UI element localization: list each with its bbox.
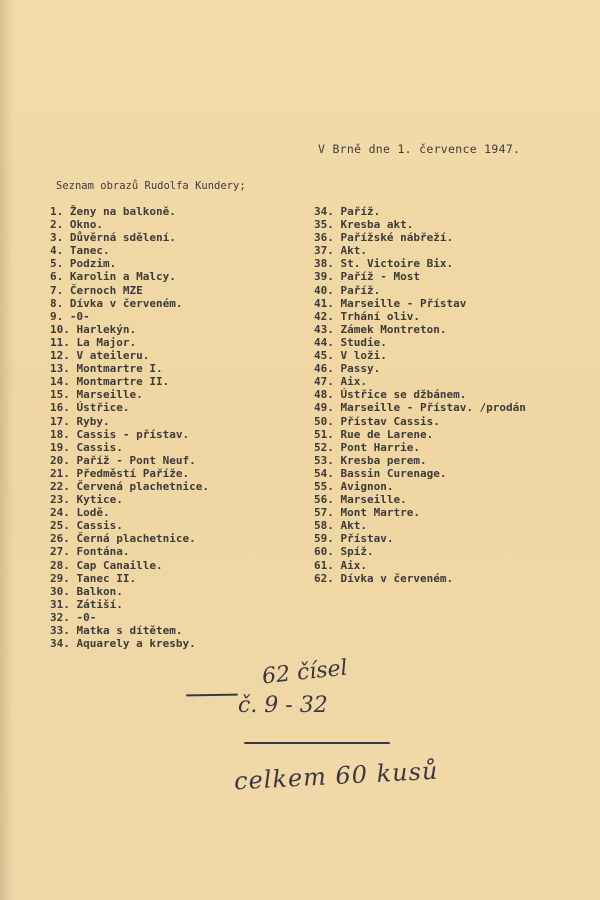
list-item: 54. Bassin Curenage.	[314, 466, 447, 480]
handwritten-total: celkem 60 kusů	[233, 756, 439, 796]
list-item: 43. Zámek Montreton.	[314, 322, 447, 336]
list-item: 37. Akt.	[314, 244, 367, 258]
list-item: 27. Fontána.	[50, 545, 130, 559]
date-line: V Brně dne 1. července 1947.	[318, 142, 521, 156]
list-item: 59. Přístav.	[314, 532, 394, 546]
list-item: 19. Cassis.	[50, 440, 123, 454]
painting-list-right	[314, 205, 526, 585]
handwritten-range: č. 9 - 32	[238, 693, 328, 718]
list-item: 25. Cassis.	[50, 519, 123, 533]
list-item: 47. Aix.	[314, 375, 367, 389]
handwritten-count: 62 čísel	[260, 655, 349, 690]
list-item: 52. Pont Harrie.	[314, 440, 420, 454]
list-item: 13. Montmartre I.	[50, 362, 163, 376]
list-item: 42. Trhání oliv.	[314, 309, 420, 323]
list-item: 50. Přístav Cassis.	[314, 414, 440, 428]
list-item: 45. V loži.	[314, 349, 387, 363]
list-item: 39. Paříž - Most	[314, 270, 420, 284]
list-item: 55. Avignon.	[314, 479, 394, 493]
list-item: 33. Matka s dítětem.	[50, 624, 183, 637]
list-item: 29. Tanec II.	[50, 571, 137, 585]
list-item: 15. Marseille.	[50, 388, 143, 402]
list-item: 10. Harlekýn.	[50, 322, 137, 336]
list-item: 8. Dívka v červeném.	[50, 296, 183, 310]
list-item: 28. Cap Canaille.	[50, 558, 163, 572]
list-item: 48. Ústřice se džbánem.	[314, 388, 467, 402]
list-item: 56. Marseille.	[314, 493, 407, 507]
list-item: 12. V ateileru.	[50, 349, 150, 363]
list-item: 62. Dívka v červeném.	[314, 571, 454, 585]
list-item: 61. Aix.	[314, 558, 367, 572]
list-item: 26. Černá plachetnice.	[50, 532, 196, 546]
list-item: 7. Černoch MZE	[50, 283, 143, 297]
list-item: 58. Akt.	[314, 519, 367, 533]
list-item: 23. Kytice.	[50, 493, 123, 507]
list-item: 30. Balkon.	[50, 584, 123, 598]
painting-list-left	[50, 205, 209, 650]
list-item: 22. Červená plachetnice.	[50, 479, 209, 493]
list-item: 60. Spíž.	[314, 545, 374, 559]
list-item: 6. Karolin a Malcy.	[50, 270, 176, 284]
list-item: 18. Cassis - přístav.	[50, 427, 190, 441]
list-item: 4. Tanec.	[50, 244, 110, 258]
list-item: 32. -0-	[50, 610, 97, 624]
list-item: 16. Ústřice.	[50, 401, 130, 415]
paper-edge-shadow	[0, 0, 14, 900]
list-item: 46. Passy.	[314, 362, 381, 376]
list-item: 2. Okno.	[50, 218, 103, 232]
list-item: 20. Paříž - Pont Neuf.	[50, 453, 196, 467]
list-item: 34. Paříž.	[314, 205, 381, 218]
list-item: 11. La Major.	[50, 335, 137, 349]
list-item: 49. Marseille - Přístav. /prodán	[314, 401, 526, 415]
list-item: 3. Důvěrná sdělení.	[50, 231, 176, 245]
list-item: 35. Kresba akt.	[314, 218, 414, 232]
handwritten-underline	[244, 742, 390, 744]
list-item: 40. Paříž.	[314, 283, 381, 297]
list-title: Seznam obrazů Rudolfa Kundery;	[56, 180, 246, 192]
list-item: 17. Ryby.	[50, 414, 110, 428]
handwritten-dash	[186, 694, 238, 697]
list-item: 24. Lodě.	[50, 506, 110, 520]
list-item: 38. St. Victoire Bix.	[314, 257, 454, 271]
list-item: 51. Rue de Larene.	[314, 427, 434, 441]
list-item: 9. -0-	[50, 309, 90, 323]
list-item: 21. Předměstí Paříže.	[50, 466, 190, 480]
list-item: 1. Ženy na balkoně.	[50, 205, 176, 218]
list-item: 44. Studie.	[314, 335, 387, 349]
list-item: 34. Aquarely a kresby.	[50, 637, 196, 651]
list-item: 5. Podzim.	[50, 257, 117, 271]
list-item: 41. Marseille - Přístav	[314, 296, 467, 310]
list-item: 31. Zátiší.	[50, 597, 123, 611]
list-item: 36. Pařížské nábřeží.	[314, 231, 454, 245]
list-item: 57. Mont Martre.	[314, 506, 420, 520]
list-item: 53. Kresba perem.	[314, 453, 427, 467]
list-item: 14. Montmartre II.	[50, 375, 170, 389]
